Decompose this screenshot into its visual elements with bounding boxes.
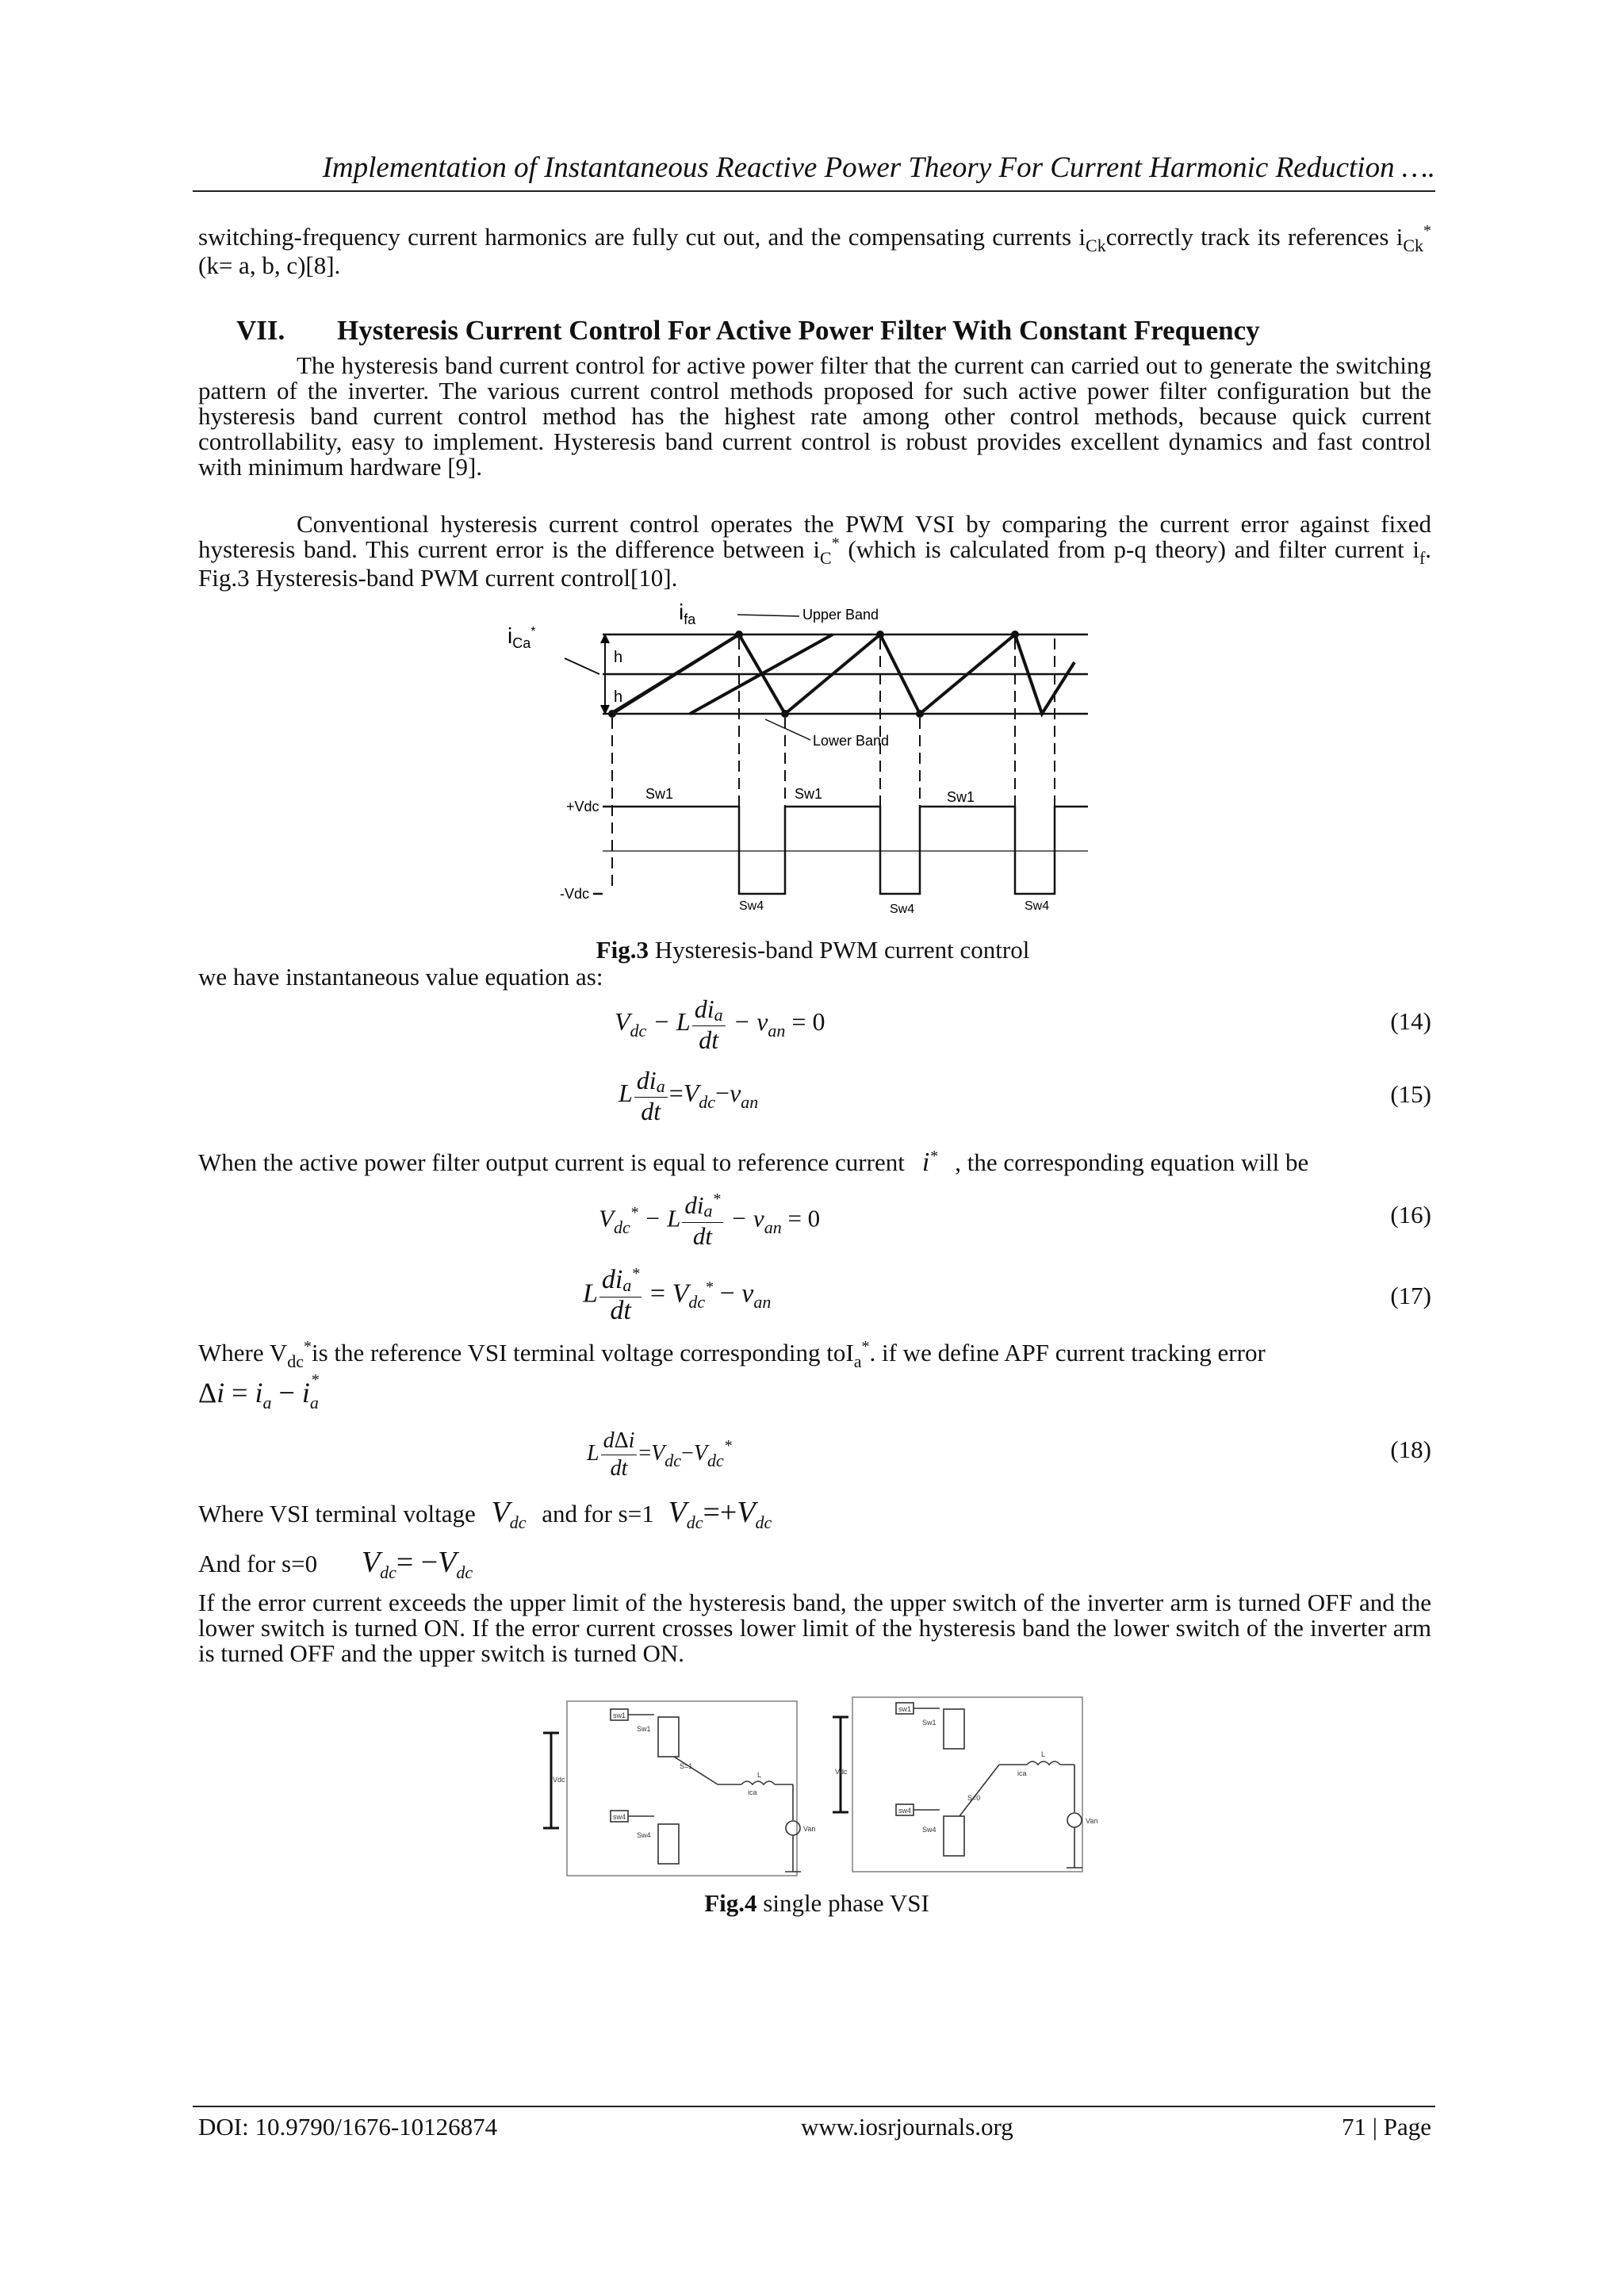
svg-text:Van: Van	[803, 1825, 816, 1833]
footer-site: www.iosrjournals.org	[801, 2113, 1013, 2141]
sw4-label-2: Sw4	[890, 903, 915, 916]
section-paragraph-2: Conventional hysteresis current control operates the PWM VSI by comparing the current error against fixed hysteresis band. This current error is the difference between $i_C^*$ (which is calculated from p-q theory) and filter current $i_f$. Fig.3 Hysteresis-band PWM current control[10].	[198, 510, 1432, 592]
svg-text:sw4: sw4	[613, 1813, 626, 1821]
lower-band-label: Lower Band	[813, 733, 890, 749]
vdc-pos-label: +Vdc	[566, 799, 599, 815]
tracking-error-equation: $\Delta i = i_a - i_a^*$	[198, 1371, 319, 1412]
svg-text:Vdc: Vdc	[835, 1768, 848, 1776]
equation-17: L $\frac{dia^*}{dt}$ = $V_{dc}^* - v_{an}$	[583, 1265, 772, 1325]
svg-text:Sw4: Sw4	[922, 1826, 936, 1834]
intro-equation-text: we have instantaneous value equation as:	[198, 963, 603, 991]
section-heading: VII. Hysteresis Current Control For Active Power Filter With Constant Frequency	[236, 315, 1260, 346]
svg-text:sw4: sw4	[898, 1807, 912, 1815]
figure-3-hysteresis-diagram	[492, 599, 1094, 924]
svg-text:L: L	[1041, 1750, 1046, 1758]
equation-15: L $\frac{\text{dia}}{dt}$ $=V_{dc}-v_{an}$	[619, 1066, 759, 1125]
s0-text: And for s=0 $V_{dc}= -V_{dc}$	[198, 1546, 473, 1582]
equation-14: $V_{dc} - L$ $\frac{\text{dia}}{dt}$ − $v_{an} = 0$	[615, 995, 825, 1054]
ifa-label: $i_{fa}$	[679, 600, 696, 627]
svg-text:Vdc: Vdc	[553, 1776, 565, 1784]
equation-18-number: (18)	[1390, 1435, 1431, 1463]
equation-14-number: (14)	[1390, 1007, 1431, 1035]
svg-text:Sw1: Sw1	[637, 1725, 651, 1733]
svg-text:sw1: sw1	[898, 1705, 912, 1713]
svg-text:S=1: S=1	[680, 1762, 693, 1770]
header-rule	[193, 190, 1435, 192]
svg-text:L: L	[757, 1771, 762, 1779]
sw1-label-3: Sw1	[947, 789, 975, 805]
figure-4-caption: Fig.4 single phase VSI	[704, 1889, 929, 1917]
vsi-circuit-s0	[833, 1697, 1082, 1872]
equation-16: $V_{dc}^* - L$ $\frac{dia^*}{dt}$ − $v_{an} = 0$	[599, 1190, 821, 1250]
reference-current-text: When the active power filter output current is equal to reference current i* , the corresponding equation will be	[198, 1148, 1309, 1177]
terminal-voltage-text: Where VSI terminal voltage $V_{dc}$ and for s=1 $V_{dc}=+V_{dc}$	[198, 1496, 772, 1532]
footer-page-number: 71 | Page	[1342, 2113, 1431, 2141]
svg-text:Sw4: Sw4	[637, 1831, 651, 1839]
equation-16-number: (16)	[1390, 1201, 1431, 1228]
sw1-label-1: Sw1	[645, 786, 674, 802]
footer-rule	[193, 2106, 1435, 2107]
equation-18: L $\frac{\text{dΔi}}{dt}$ $=V_{dc}-V_{dc}^*$	[587, 1428, 732, 1481]
h-label-lower: h	[614, 688, 623, 706]
sw4-label-1: Sw4	[739, 899, 764, 913]
equation-15-number: (15)	[1390, 1080, 1431, 1108]
figure-4-vsi-circuits	[543, 1685, 1098, 1880]
sw4-label-3: Sw4	[1025, 899, 1050, 913]
svg-text:sw1: sw1	[613, 1711, 626, 1719]
equation-17-number: (17)	[1390, 1282, 1431, 1309]
svg-text:S=0: S=0	[967, 1794, 981, 1802]
svg-text:Sw1: Sw1	[922, 1719, 936, 1727]
figure-3-caption: Fig.3 Hysteresis-band PWM current control	[596, 936, 1030, 964]
ica-label: $i_{Ca}^*$	[508, 623, 536, 651]
error-current-paragraph: If the error current exceeds the upper limit of the hysteresis band, the upper switch of the inverter arm is turned OFF and the lower switch is turned ON. If the error current crosses lower limit of the hysteresis band the lower switch of the inverter arm is turned OFF and the upper switch is turned ON.	[198, 1589, 1431, 1667]
upper-band-label: Upper Band	[802, 607, 879, 623]
section-paragraph-1: The hysteresis band current control for active power filter that the current can carried out to generate the switching pattern of the inverter. The various current control methods proposed for such active power filter configuration but the hysteresis band current control method has the highest rate among other control methods, because quick current controllability, easy to implement. Hysteresis band current control is robust provides excellent dynamics and fast control with minimum hardware [9].	[198, 351, 1431, 481]
vsi-circuit-s1	[543, 1701, 801, 1876]
svg-text:Van: Van	[1086, 1817, 1098, 1825]
running-header: Implementation of Instantaneous Reactive Power Theory For Current Harmonic Reduction ….	[322, 151, 1435, 184]
footer-doi: DOI: 10.9790/1676-10126874	[198, 2113, 498, 2141]
h-label-upper: h	[614, 649, 623, 666]
svg-text:ica: ica	[748, 1788, 757, 1796]
intro-paragraph: switching-frequency current harmonics are fully cut out, and the compensating currents $i_{Ck}correctly$ track its references $i_{Ck}^*(k= a$, b, c)[8].	[198, 222, 1431, 279]
sw1-label-2: Sw1	[795, 786, 823, 802]
where-vdc-text: Where $V_{dc}^*is$ the reference VSI terminal voltage corresponding toI$_a$*. if we define APF current tracking error	[198, 1338, 1266, 1371]
vdc-neg-label: -Vdc	[560, 886, 590, 902]
svg-text:ica: ica	[1017, 1769, 1027, 1777]
